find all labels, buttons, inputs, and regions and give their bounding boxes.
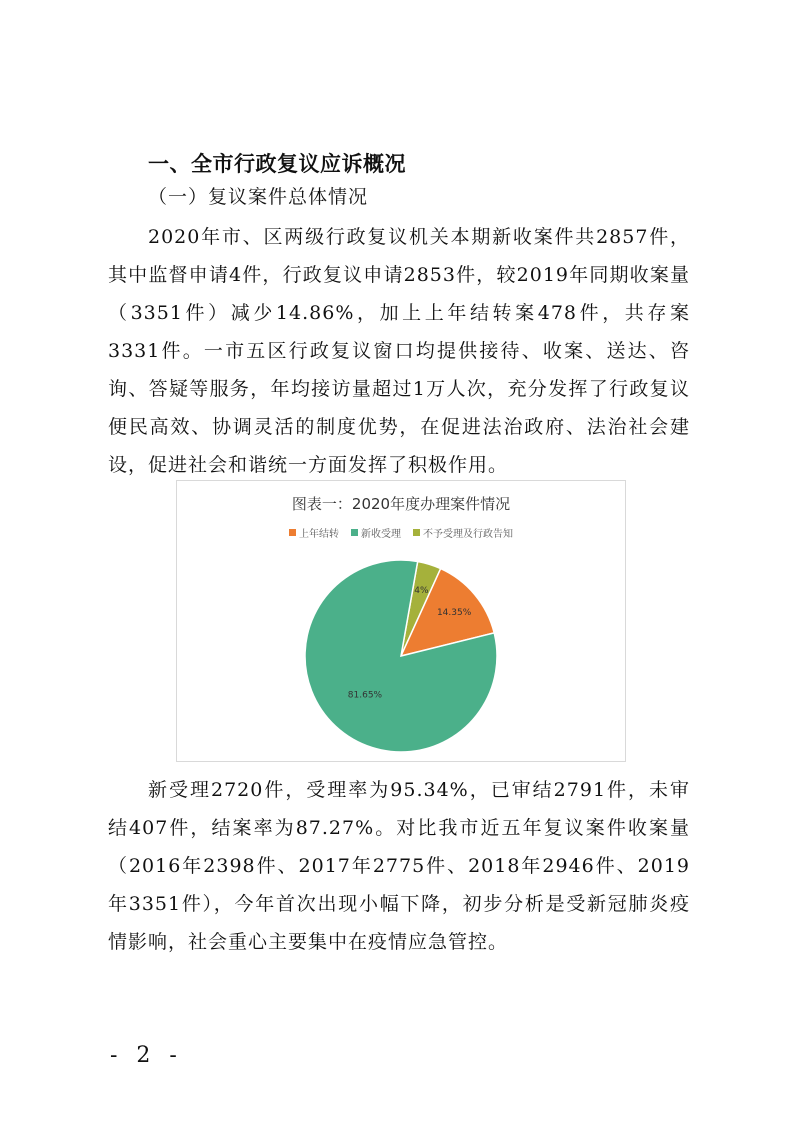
body-paragraph: 新受理2720件，受理率为95.34%，已审结2791件，未审结407件，结案率为87.27%。对比我市近五年复议案件收案量（2016年2398件、2017年2775件、2018年2946件、2019年3351件），今年首次出现小幅下降，初步分析是受新冠肺炎疫情影响，社会重心主要集中在疫情应急管控。 — [108, 779, 690, 953]
subsection-heading: （一）复议案件总体情况 — [148, 186, 369, 208]
pie-data-label: 81.65% — [347, 690, 383, 701]
pie-chart — [176, 480, 626, 762]
page-number: - 2 - — [110, 1043, 183, 1068]
body-paragraph: 2020年市、区两级行政复议机关本期新收案件共2857件，其中监督申请4件，行政复议申请2853件，较2019年同期收案量（3351件）减少14.86%，加上上年结转案478件，共存案3331件。一市五区行政复议窗口均提供接待、收案、送达、咨询、答疑等服务，年均接访量超过1万人次，充分发挥了行政复议便民高效、协调灵活的制度优势，在促进法治政府、法治社会建设，促进社会和谐统一方面发挥了积极作用。 — [108, 226, 690, 476]
section-heading: 一、全市行政复议应诉概况 — [148, 152, 406, 176]
pie-plot — [177, 481, 627, 763]
legend-label: 新收受理 — [361, 529, 401, 540]
pie-data-label: 4% — [414, 585, 429, 596]
pie-data-label: 14.35% — [436, 607, 472, 618]
legend-label: 上年结转 — [299, 529, 339, 540]
legend-label: 不予受理及行政告知 — [423, 529, 513, 540]
chart-title: 图表一：2020年度办理案件情况 — [291, 495, 511, 513]
